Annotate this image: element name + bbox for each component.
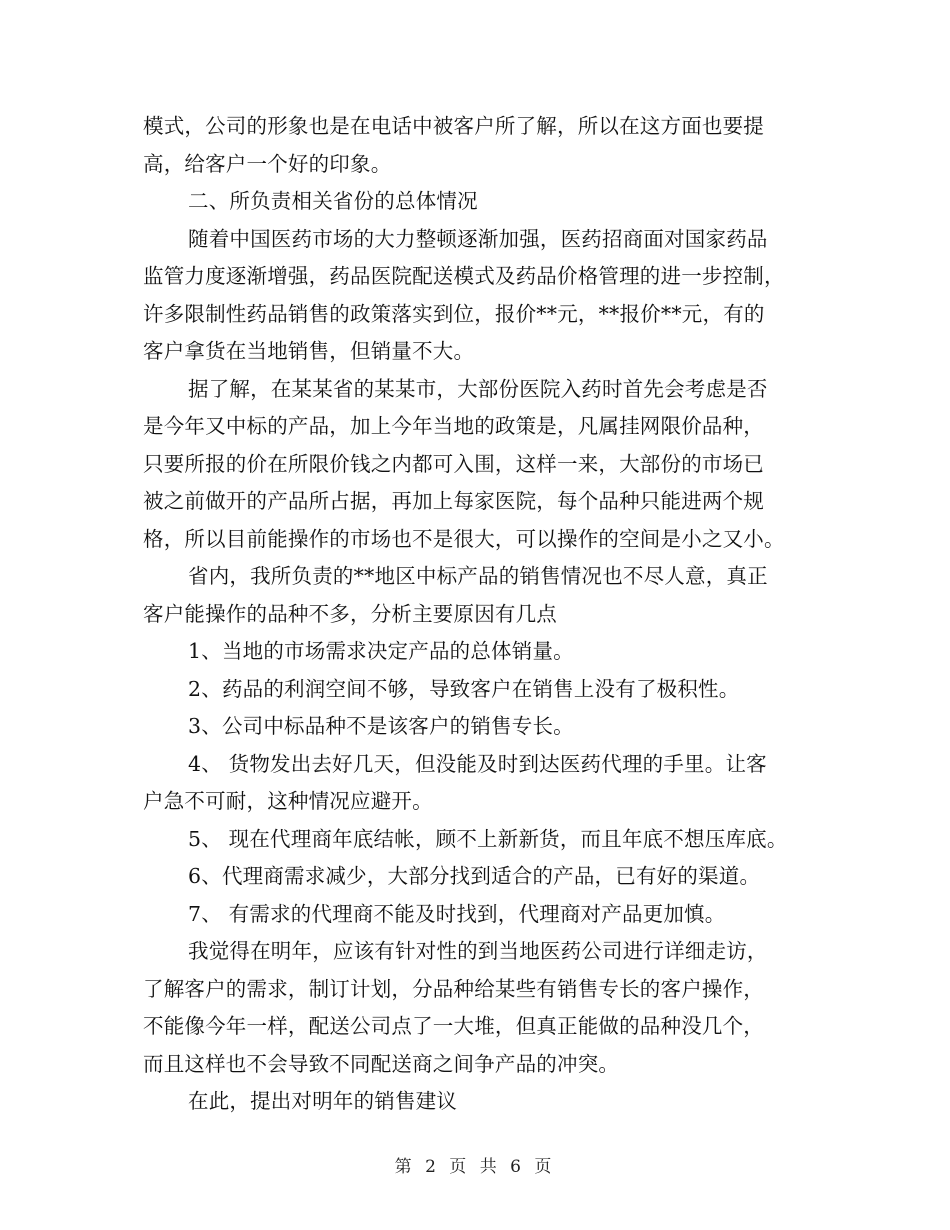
text-line: 了解客户的需求，制订计划，分品种给某些有销售专长的客户操作， — [143, 976, 764, 1001]
text-line: 监管力度逐渐增强，药品医院配送模式及药品价格管理的进一步控制， — [143, 264, 785, 288]
section-heading: 二、所负责相关省份的总体情况 — [188, 189, 478, 213]
document-body — [143, 108, 808, 1121]
list-item-continuation: 户急不可耐，这种情况应避开。 — [143, 789, 433, 813]
text-line: 客户拿货在当地销售，但销量不大。 — [143, 339, 475, 363]
list-item: 1、当地的市场需求决定产品的总体销量。 — [188, 639, 574, 663]
page-number-footer: 第 2 页 共 6 页 — [394, 1157, 556, 1177]
text-line: 我觉得在明年，应该有针对性的到当地医药公司进行详细走访， — [188, 939, 768, 963]
text-line: 被之前做开的产品所占据，再加上每家医院，每个品种只能进两个规 — [143, 489, 764, 513]
list-item: 6、代理商需求减少，大部分找到适合的产品，已有好的渠道。 — [188, 864, 761, 888]
text-line: 模式，公司的形象也是在电话中被客户所了解，所以在这方面也要提 — [143, 114, 764, 138]
text-line: 格，所以目前能操作的市场也不是很大，可以操作的空间是小之又小。 — [143, 526, 785, 551]
text-line: 随着中国医药市场的大力整顿逐渐加强，医药招商面对国家药品 — [188, 226, 768, 251]
list-item: 7、 有需求的代理商不能及时找到，代理商对产品更加慎。 — [188, 901, 726, 926]
text-line: 据了解，在某某省的某某市，大部份医院入药时首先会考虑是否 — [188, 376, 768, 401]
text-line: 省内，我所负责的**地区中标产品的销售情况也不尽人意，真正 — [188, 564, 768, 588]
text-line: 只要所报的价在所限价钱之内都可入围，这样一来，大部份的市场已 — [143, 451, 764, 476]
list-item: 4、 货物发出去好几天，但没能及时到达医药代理的手里。让客 — [188, 751, 767, 776]
text-line: 客户能操作的品种不多，分析主要原因有几点 — [143, 601, 557, 626]
list-item: 5、 现在代理商年底结帐，顾不上新新货，而且年底不想压库底。 — [188, 826, 788, 851]
list-item: 2、药品的利润空间不够，导致客户在销售上没有了极积性。 — [188, 676, 740, 701]
text-line: 不能像今年一样，配送公司点了一大堆，但真正能做的品种没几个， — [143, 1014, 764, 1038]
text-line: 在此，提出对明年的销售建议 — [188, 1089, 458, 1113]
list-item: 3、公司中标品种不是该客户的销售专长。 — [188, 714, 574, 738]
text-line: 而且这样也不会导致不同配送商之间争产品的冲突。 — [143, 1051, 620, 1076]
text-line: 是今年又中标的产品，加上今年当地的政策是，凡属挂网限价品种， — [143, 414, 764, 438]
text-line: 许多限制性药品销售的政策落实到位，报价**元，**报价**元，有的 — [143, 301, 765, 326]
text-line: 高，给客户一个好的印象。 — [143, 151, 392, 176]
